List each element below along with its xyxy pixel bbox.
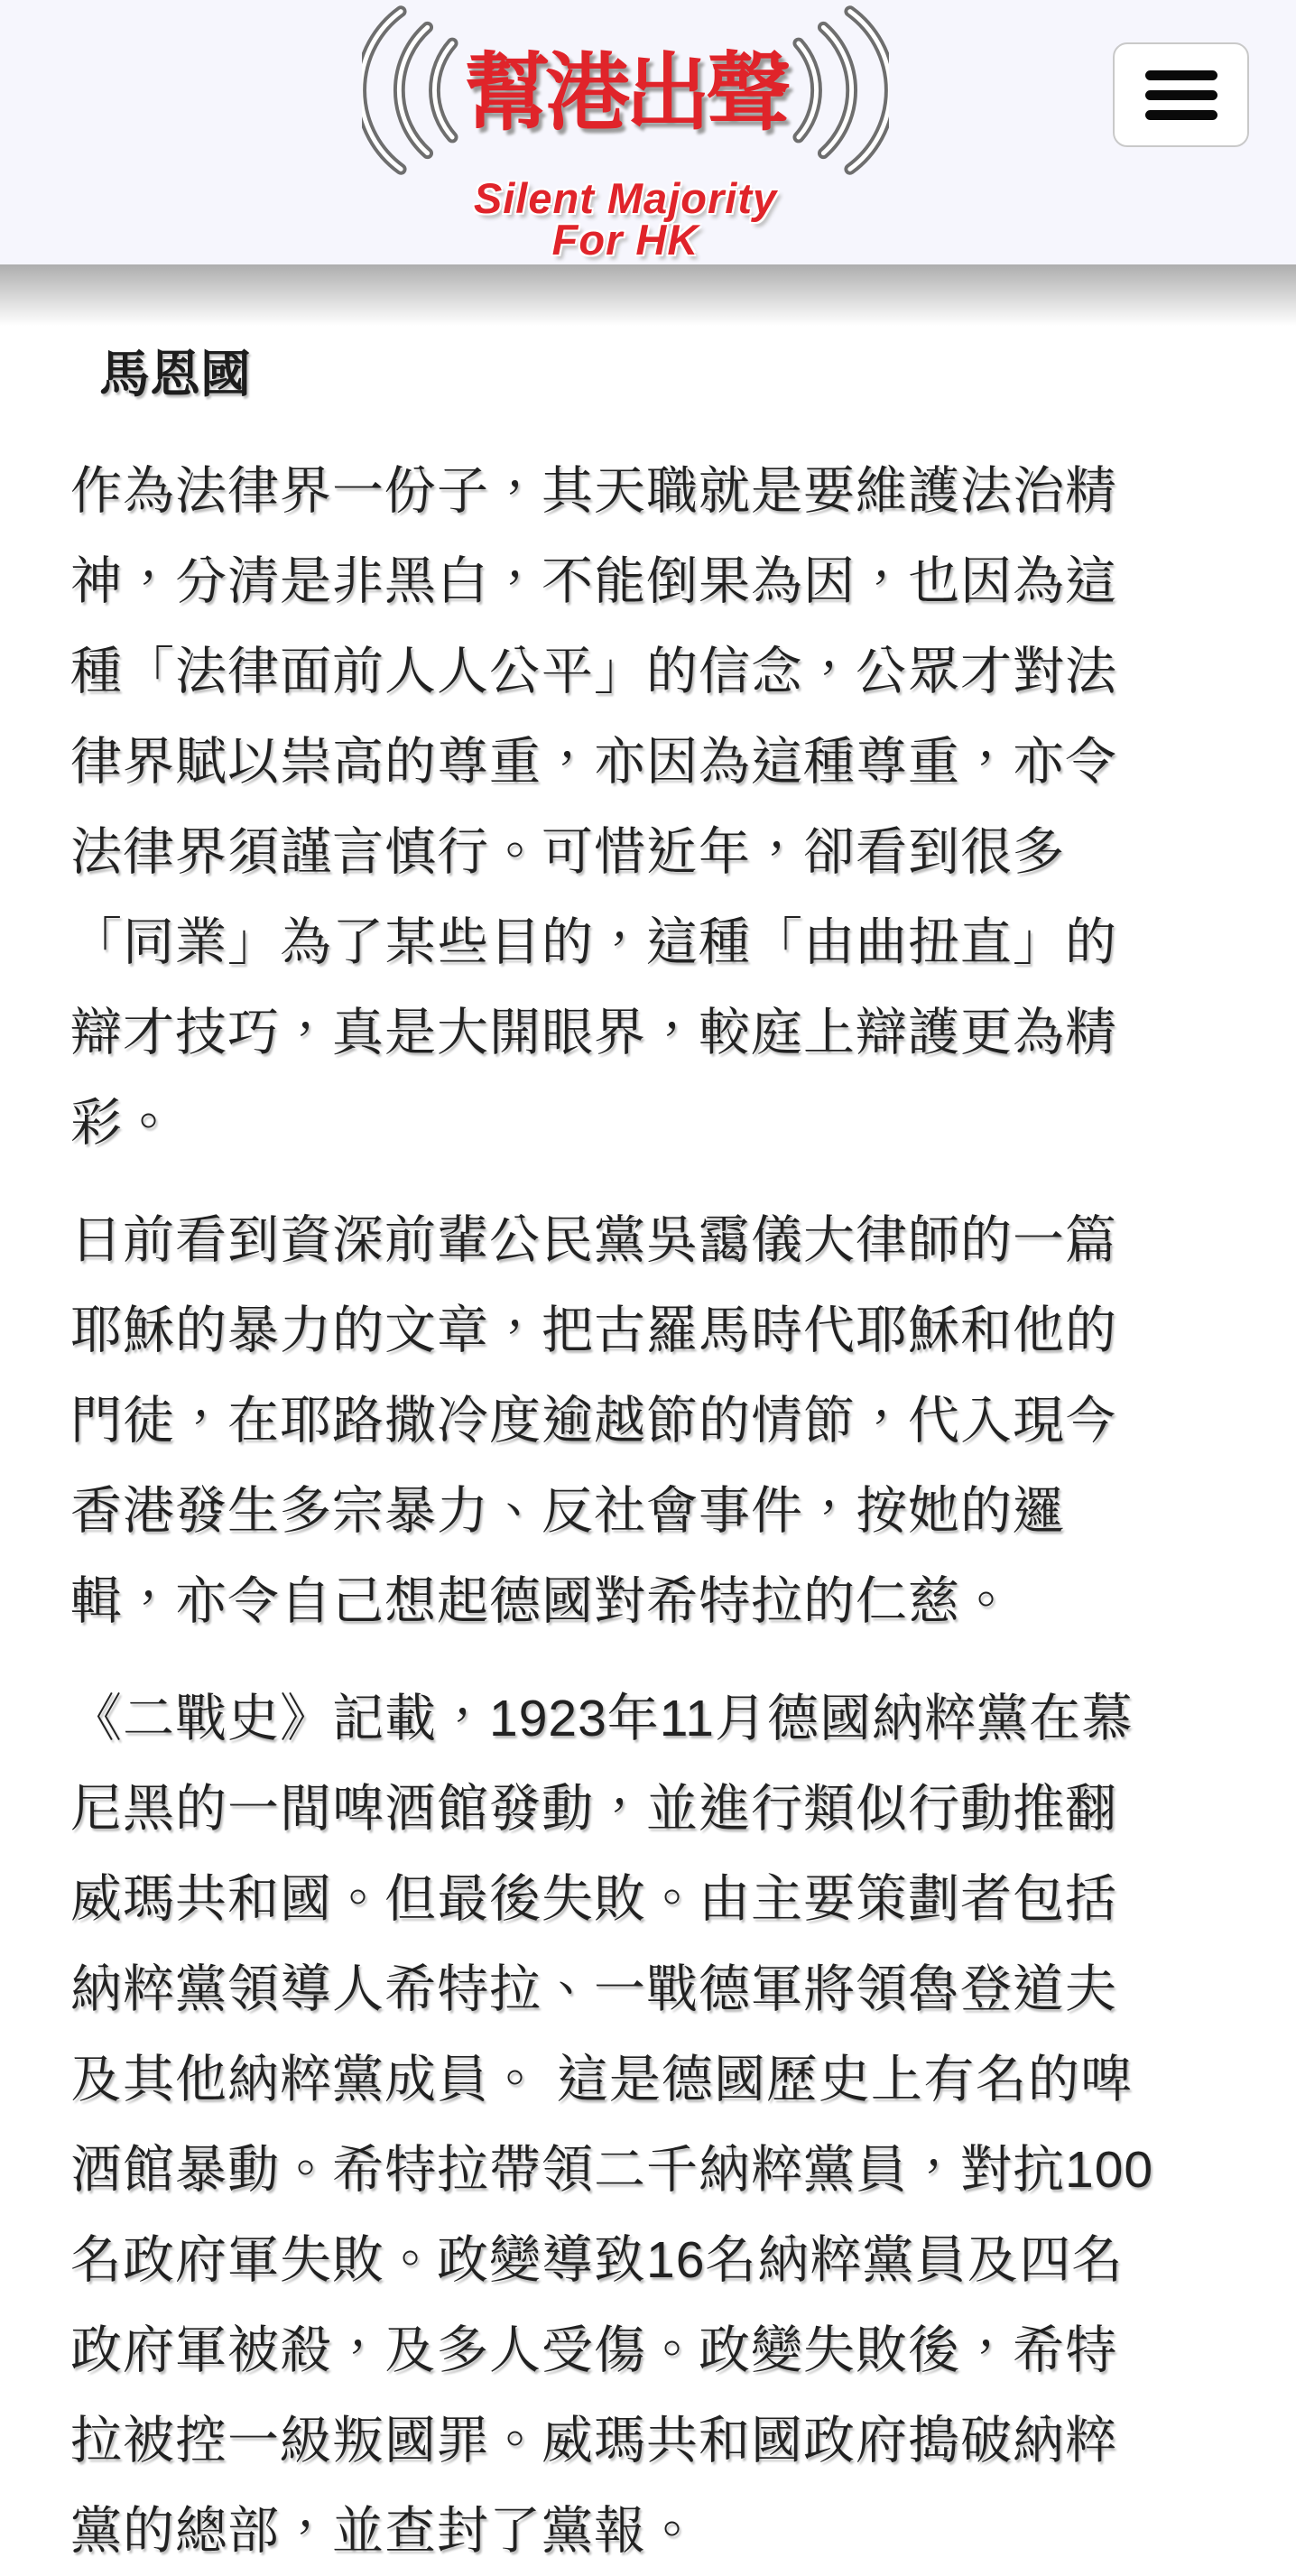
sound-wave-left-icon [362, 5, 459, 180]
site-logo[interactable] [362, 5, 889, 263]
logo-english-line2: For HK [551, 216, 699, 264]
site-header [0, 0, 1296, 264]
sound-wave-right-icon [791, 5, 889, 180]
article [0, 264, 1296, 2576]
page-content [0, 264, 1296, 2576]
article-paragraph: 作為法律界一份子，其天職就是要維護法治精神，分清是非黑白，不能倒果為因，也因為這種「法律面前人人公平」的信念，公眾才對法律界賦以祟高的尊重，亦因為這種尊重，亦令法律界須謹言慎行。可惜近年，卻看到很多「同業」為了某些目的，這種「由曲扭直」的辯才技巧，真是大開眼界，較庭上辯護更為精彩。 [70, 462, 1117, 1153]
logo-chinese-text: 幫港出聲 [464, 44, 787, 140]
article-paragraph: 《二戰史》記載，1923年11月德國納粹黨在慕尼黑的一間啤酒館發動，並進行類似行動推翻威瑪共和國。但最後失敗。由主要策劃者包括納粹黨領導人希特拉、一戰德軍將領魯登道夫及其他納粹黨成員。 這是德國歷史上有名的啤酒館暴動。希特拉帶領二千納粹黨員，對抗100名政府軍失敗。政變導致16名納粹黨員及四名政府軍被殺，及多人受傷。政變失敗後，希特拉被控一級叛國罪。威瑪共和國政府搗破納粹黨的總部，並查封了黨報。 [70, 1690, 1154, 2561]
author-heading: 馬恩國 [99, 346, 251, 403]
logo-row [362, 5, 889, 180]
hamburger-icon [1145, 70, 1217, 120]
menu-button[interactable] [1113, 42, 1249, 147]
logo-english-line1: Silent Majority [473, 174, 778, 222]
article-paragraph: 日前看到資深前輩公民黨吳靄儀大律師的一篇耶穌的暴力的文章，把古羅馬時代耶穌和他的門徒，在耶路撒冷度逾越節的情節，代入現今香港發生多宗暴力、反社會事件，按她的邏輯，亦令自己想起德國對希特拉的仁慈。 [70, 1211, 1117, 1631]
